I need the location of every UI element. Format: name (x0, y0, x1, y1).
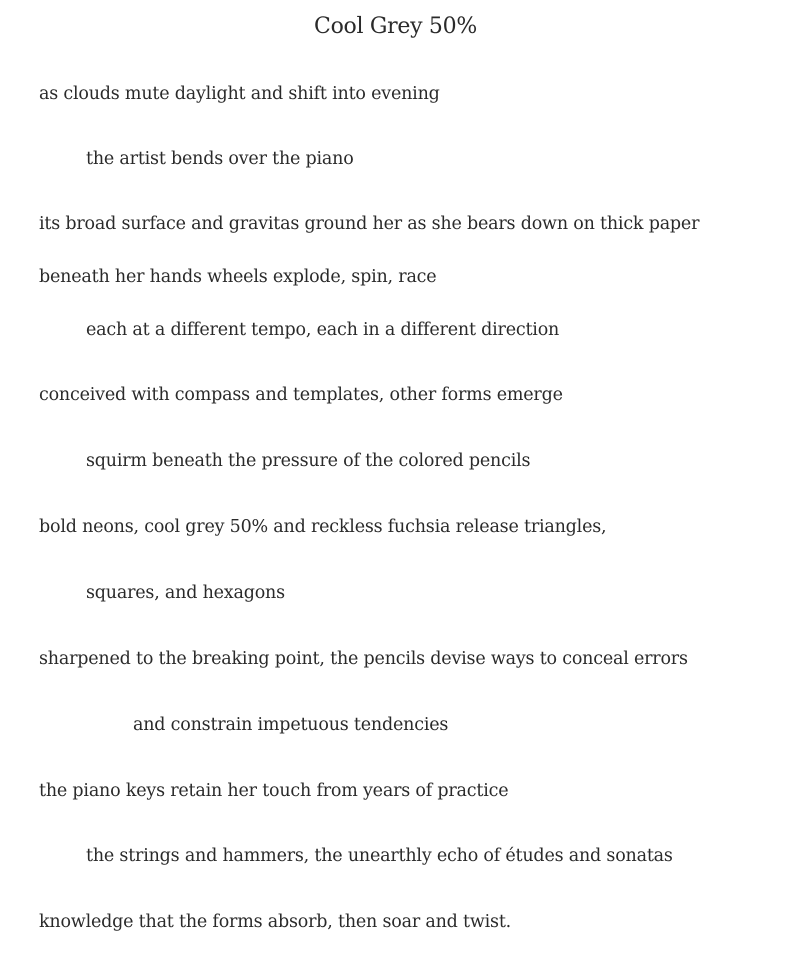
poem-line-3: its broad surface and gravitas ground her as she bears down on thick paper (39, 214, 700, 234)
poem-line-8: bold neons, cool grey 50% and reckless fuchsia release triangles, (39, 517, 607, 537)
poem-line-4: beneath her hands wheels explode, spin, race (39, 267, 437, 287)
poem-line-5: each at a different tempo, each in a different direction (86, 320, 560, 340)
poem-line-11: and constrain impetuous tendencies (133, 715, 449, 735)
poem-line-6: conceived with compass and templates, other forms emerge (39, 385, 563, 405)
poem-line-2: the artist bends over the piano (86, 149, 354, 169)
poem-title: Cool Grey 50% (314, 14, 477, 39)
poem-line-12: the piano keys retain her touch from years of practice (39, 781, 509, 801)
poem-line-7: squirm beneath the pressure of the colored pencils (86, 451, 531, 471)
poem-line-9: squares, and hexagons (86, 583, 285, 603)
poem-line-13: the strings and hammers, the unearthly echo of études and sonatas (86, 846, 673, 866)
poem-line-14: knowledge that the forms absorb, then soar and twist. (39, 912, 512, 932)
poem-line-10: sharpened to the breaking point, the pencils devise ways to conceal errors (39, 649, 688, 669)
poem-line-1: as clouds mute daylight and shift into evening (39, 84, 440, 104)
